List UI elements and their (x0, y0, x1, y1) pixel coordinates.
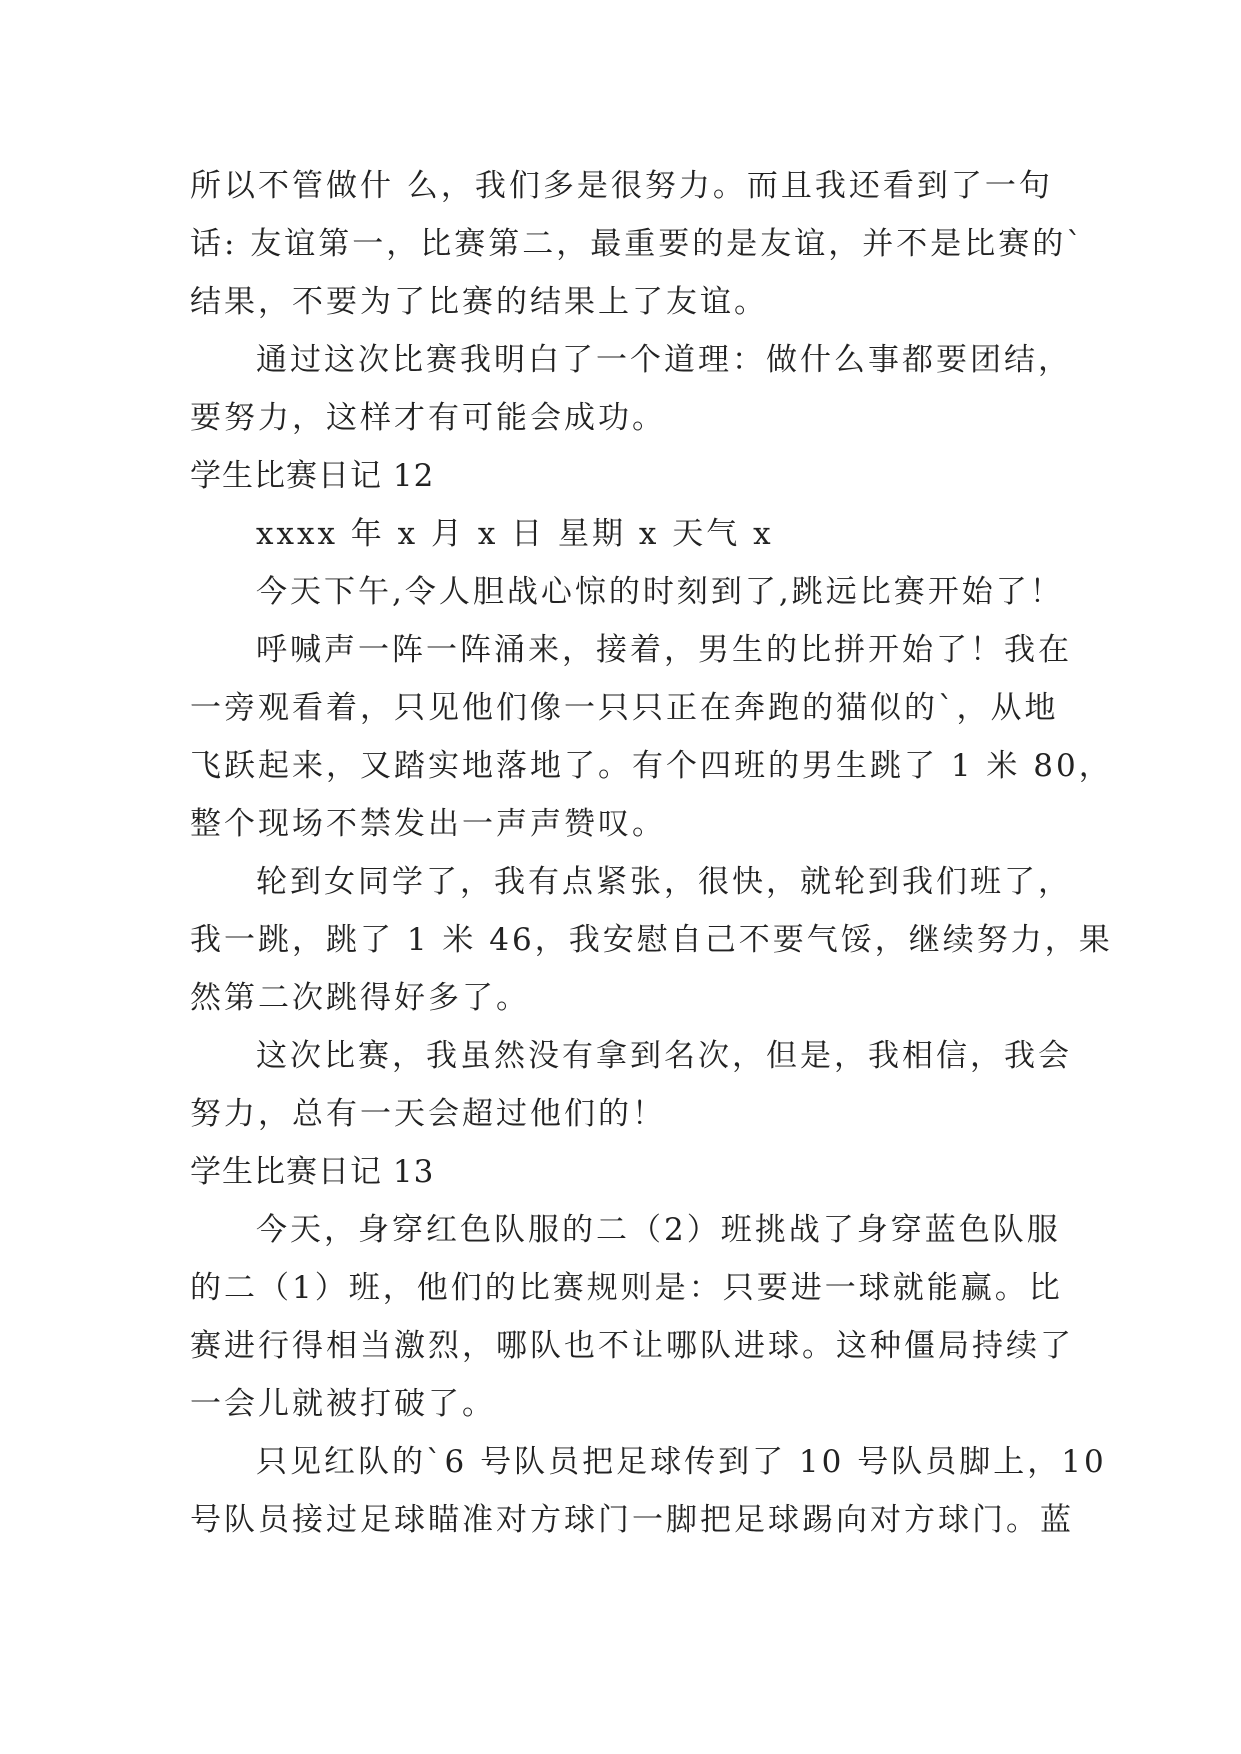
paragraph (190, 621, 1113, 853)
paragraph-line: 的二（1）班，他们的比赛规则是：只要进一球就能赢。比 (190, 1270, 1063, 1306)
paragraph-line: 今天，身穿红色队服的二（2）班挑战了身穿蓝色队服 (256, 1212, 1061, 1248)
paragraph-line: 努力，总有一天会超过他们的！ (190, 1096, 666, 1132)
paragraph-line: 一旁观看着，只见他们像一只只正在奔跑的猫似的`，从地 (190, 690, 1059, 726)
paragraph-line: 呼喊声一阵一阵涌来，接着，男生的比拼开始了！我在 (256, 632, 1072, 668)
heading-text: 学生比赛日记 13 (190, 1154, 435, 1190)
paragraph-line: 要努力，这样才有可能会成功。 (190, 400, 666, 436)
paragraph-line: 赛进行得相当激烈，哪队也不让哪队进球。这种僵局持续了 (190, 1328, 1074, 1364)
paragraph-line: 这次比赛，我虽然没有拿到名次，但是，我相信，我会 (256, 1038, 1072, 1074)
paragraph-line: 我一跳，跳了 1 米 46，我安慰自己不要气馁，继续努力，果 (190, 922, 1113, 958)
paragraph-line: 通过这次比赛我明白了一个道理：做什么事都要团结， (256, 342, 1072, 378)
paragraph (190, 1433, 1107, 1549)
document-body (190, 157, 1113, 1549)
paragraph (190, 331, 1072, 447)
paragraph-line: 飞跃起来，又踏实地落地了。有个四班的男生跳了 1 米 80， (190, 748, 1113, 784)
paragraph (190, 1027, 1072, 1143)
heading-text: 学生比赛日记 12 (190, 458, 435, 494)
paragraph (190, 1201, 1074, 1433)
paragraph (190, 563, 1064, 621)
section-heading (190, 447, 1060, 505)
paragraph-line: 今天下午,令人胆战心惊的时刻到了,跳远比赛开始了！ (256, 574, 1064, 610)
paragraph-line: 号队员接过足球瞄准对方球门一脚把足球踢向对方球门。蓝 (190, 1502, 1074, 1538)
paragraph (190, 157, 1085, 331)
paragraph-line: 话: 友谊第一，比赛第二，最重要的是友谊，并不是比赛的` (190, 226, 1085, 262)
section-heading (190, 1143, 1060, 1201)
paragraph-line: 只见红队的`6 号队员把足球传到了 10 号队员脚上，10 (256, 1444, 1107, 1480)
paragraph-line: 一会儿就被打破了。 (190, 1386, 496, 1422)
paragraph (190, 505, 1060, 563)
paragraph-line: 结果，不要为了比赛的结果上了友谊。 (190, 284, 768, 320)
paragraph-line: 轮到女同学了，我有点紧张，很快，就轮到我们班了， (256, 864, 1072, 900)
paragraph-line: 然第二次跳得好多了。 (190, 980, 530, 1016)
paragraph-line: 整个现场不禁发出一声声赞叹。 (190, 806, 666, 842)
paragraph-line: 所以不管做什 么，我们多是很努力。而且我还看到了一句 (190, 168, 1053, 204)
paragraph-line: xxxx 年 x 月 x 日 星期 x 天气 x (256, 516, 774, 552)
paragraph (190, 853, 1113, 1027)
